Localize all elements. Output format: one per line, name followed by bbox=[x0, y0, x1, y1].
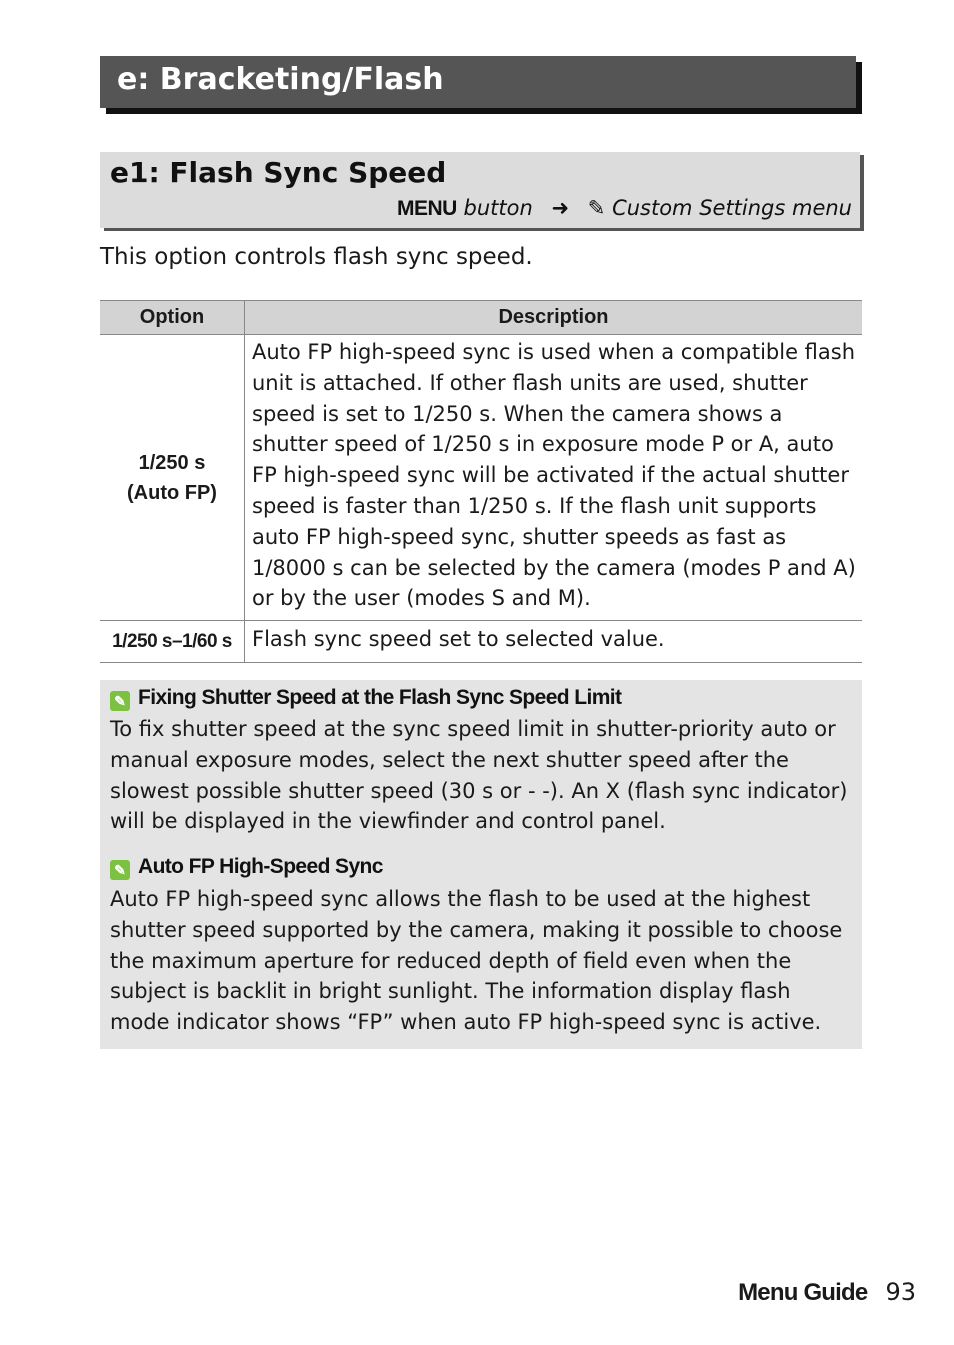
note-title bbox=[110, 855, 383, 880]
note-title-text: Fixing Shutter Speed at the Flash Sync Speed Limit bbox=[138, 686, 622, 709]
option-cell: 1/250 s–1/60 s bbox=[100, 621, 245, 663]
breadcrumb bbox=[397, 196, 852, 221]
footer-section-label: Menu Guide bbox=[738, 1279, 868, 1306]
intro-text: This option controls flash sync speed. bbox=[100, 244, 533, 270]
pencil-icon: ✎ bbox=[587, 196, 606, 220]
page-footer bbox=[738, 1278, 916, 1307]
page-number: 93 bbox=[885, 1278, 916, 1306]
note-body: Auto FP high-speed sync allows the flash to be used at the highest shutter speed supported by the camera, making it possible to choose the maximum aperture for reduced depth of field even when the subject is backlit in bright sunlight. The information display flash mode indicator shows “FP” when auto FP high-speed sync is active. bbox=[110, 887, 843, 1035]
options-table bbox=[100, 300, 862, 663]
menu-name: Custom Settings menu bbox=[612, 196, 852, 220]
section-title: e1: Flash Sync Speed bbox=[110, 156, 447, 189]
notes-box bbox=[100, 680, 862, 1049]
option-cell bbox=[100, 335, 245, 621]
button-text: button bbox=[463, 196, 533, 220]
header-option: Option bbox=[100, 301, 245, 335]
note-title-text: Auto FP High-Speed Sync bbox=[138, 855, 383, 878]
option-qualifier: (Auto FP) bbox=[127, 481, 217, 504]
description-cell: Auto FP high-speed sync is used when a compatible flash unit is attached. If other flash units are used, shutter speed is set to 1/250 s. When the camera shows a shutter speed of 1/250 s in exposure mode P or A, auto FP high-speed sync will be activated if the actual shutter speed is faster than 1/250 s. If the flash unit supports auto FP high-speed sync, shutter speeds as fast as 1/8000 s can be selected by the camera (modes P and A) or by the user (modes S and M). bbox=[245, 335, 863, 621]
header-description: Description bbox=[245, 301, 863, 335]
description-cell: Flash sync speed set to selected value. bbox=[245, 621, 863, 663]
pencil-icon: ✎ bbox=[110, 860, 130, 880]
pencil-icon: ✎ bbox=[110, 691, 130, 711]
table-row bbox=[100, 335, 862, 621]
note-title bbox=[110, 686, 621, 711]
note-body: To fix shutter speed at the sync speed limit in shutter-priority auto or manual exposure modes, select the next shutter speed after the slowest possible shutter speed (30 s or - -). An X (flash sync indicator) will be displayed in the viewfinder and control panel. bbox=[110, 717, 848, 834]
section-header bbox=[100, 152, 860, 228]
option-value: 1/250 s bbox=[138, 451, 206, 474]
arrow-icon: ➜ bbox=[551, 196, 570, 220]
chapter-banner bbox=[100, 56, 856, 108]
table-row bbox=[100, 621, 862, 663]
table-header-row bbox=[100, 301, 862, 335]
menu-button-label: MENU bbox=[396, 197, 457, 220]
chapter-title: e: Bracketing/Flash bbox=[117, 62, 444, 97]
